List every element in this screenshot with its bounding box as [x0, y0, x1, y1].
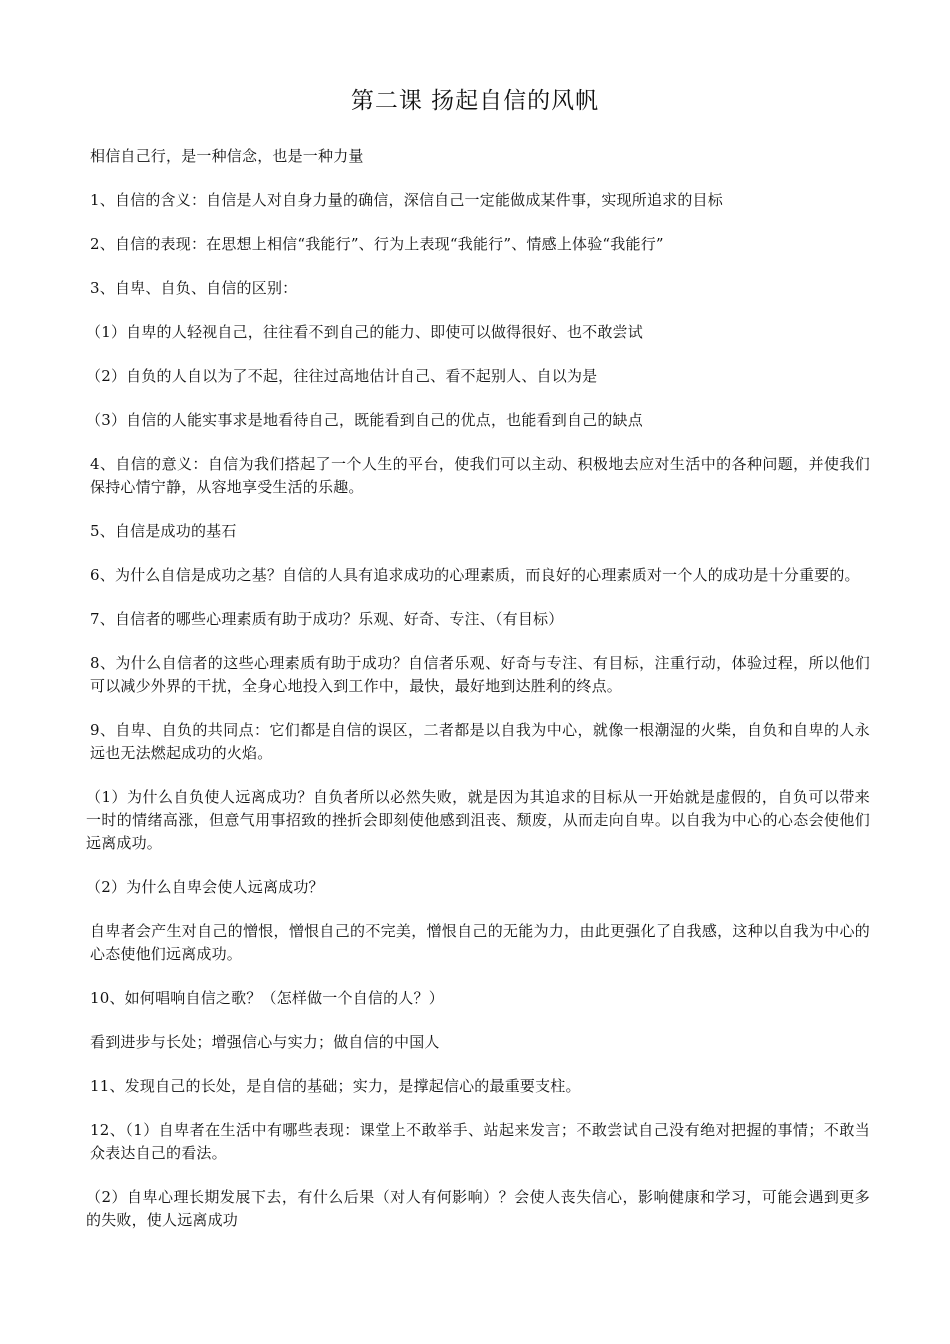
paragraph-6-why: 6、为什么自信是成功之基？自信的人具有追求成功的心理素质，而良好的心理素质对一个人的成功是十分重要的。: [90, 566, 860, 584]
paragraph-3-2: （2）自负的人自以为了不起，往往过高地估计自己、看不起别人、自以为是: [86, 367, 598, 385]
paragraph-9-1: （1）为什么自负使人远离成功？自负者所以必然失败，就是因为其追求的目标从一开始就是虚假的，自负可以带来一时的情绪高涨，但意气用事招致的挫折会即刻使他感到沮丧、颓废，从而走向自卑。以自我为中心的心态会使他们远离成功。: [86, 788, 870, 852]
paragraph-9-common: 9、自卑、自负的共同点：它们都是自信的误区，二者都是以自我为中心，就像一根潮湿的火柴，自负和自卑的人永远也无法燃起成功的火焰。: [90, 721, 870, 762]
paragraph-4-meaning: 4、自信的意义：自信为我们搭起了一个人生的平台，使我们可以主动、积极地去应对生活中的各种问题，并使我们保持心情宁静，从容地享受生活的乐趣。: [90, 455, 870, 496]
document-title: 第二课 扬起自信的风帆: [350, 88, 600, 114]
paragraph-3-3: （3）自信的人能实事求是地看待自己，既能看到自己的优点，也能看到自己的缺点: [86, 411, 643, 429]
paragraph-10-how: 10、如何唱响自信之歌？（怎样做一个自信的人？）: [90, 989, 444, 1007]
paragraph-9-2: （2）为什么自卑会使人远离成功？: [86, 878, 324, 896]
paragraph-3-1: （1）自卑的人轻视自己，往往看不到自己的能力、即使可以做得很好、也不敢尝试: [86, 323, 643, 341]
paragraph-11-strengths: 11、发现自己的长处，是自信的基础；实力，是撑起信心的最重要支柱。: [90, 1077, 581, 1095]
paragraph-9-2-answer: 自卑者会产生对自己的憎恨，憎恨自己的不完美，憎恨自己的无能为力，由此更强化了自我感，这种以自我为中心的心态使他们远离成功。: [90, 922, 870, 963]
paragraph-10-answer: 看到进步与长处；增强信心与实力；做自信的中国人: [90, 1033, 440, 1051]
paragraph-8-why-qualities: 8、为什么自信者的这些心理素质有助于成功？自信者乐观、好奇与专注、有目标，注重行动，体验过程，所以他们可以减少外界的干扰，全身心地投入到工作中，最快，最好地到达胜利的终点。: [90, 654, 870, 695]
paragraph-3-difference: 3、自卑、自负、自信的区别：: [90, 279, 298, 297]
paragraph-5-cornerstone: 5、自信是成功的基石: [90, 522, 237, 540]
paragraph-12-2: （2）自卑心理长期发展下去，有什么后果（对人有何影响）？会使人丧失信心，影响健康和学习，可能会遇到更多的失败，使人远离成功: [86, 1188, 870, 1229]
paragraph-intro: 相信自己行，是一种信念，也是一种力量: [90, 147, 364, 165]
document-body: [86, 145, 870, 1253]
paragraph-7-qualities: 7、自信者的哪些心理素质有助于成功？乐观、好奇、专注、（有目标）: [90, 610, 564, 628]
paragraph-2-expression: 2、自信的表现：在思想上相信“我能行”、行为上表现“我能行”、情感上体验“我能行”: [90, 235, 664, 253]
paragraph-12-1: 12、（1）自卑者在生活中有哪些表现：课堂上不敢举手、站起来发言；不敢尝试自己没有绝对把握的事情；不敢当众表达自己的看法。: [90, 1121, 870, 1162]
paragraph-1-definition: 1、自信的含义：自信是人对自身力量的确信，深信自己一定能做成某件事，实现所追求的目标: [90, 191, 723, 209]
